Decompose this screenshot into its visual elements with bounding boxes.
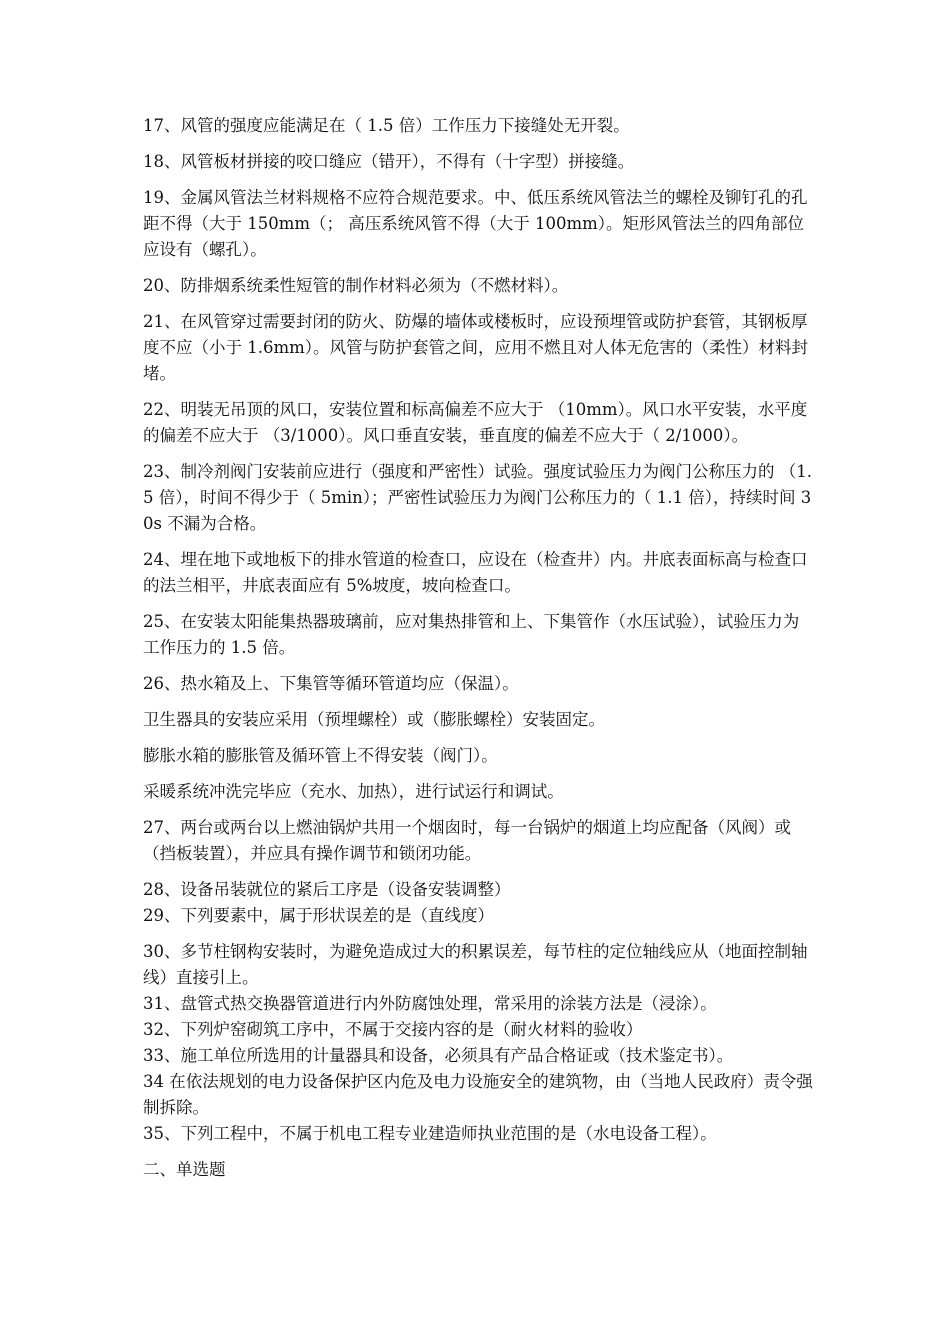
paragraph-20: 20、防排烟系统柔性短管的制作材料必须为（不燃材料）。 <box>143 276 569 295</box>
paragraph-27: 27、两台或两台以上燃油锅炉共用一个烟囱时，每一台锅炉的烟道上均应配备（风阀）或（挡板装置），并应具有操作调节和锁闭功能。 <box>143 818 791 863</box>
paragraph-28: 28、设备吊装就位的紧后工序是（设备安装调整） <box>143 880 511 899</box>
paragraph-21: 21、在风管穿过需要封闭的防火、防爆的墙体或楼板时，应设预埋管或防护套管，其钢板厚度不应（小于 1.6mm）。风管与防护套管之间，应用不燃且对人体无危害的（柔性）材料封堵。 <box>143 312 809 383</box>
paragraph-22: 22、明装无吊顶的风口，安装位置和标高偏差不应大于 （10mm）。风口水平安装，水平度的偏差不应大于 （3/1000）。风口垂直安装，垂直度的偏差不应大于（ 2/1000）。 <box>143 400 808 445</box>
paragraph-34: 34 在依法规划的电力设备保护区内危及电力设施安全的建筑物，由（当地人民政府）责令强制拆除。 <box>143 1072 813 1117</box>
paragraph-30: 30、多节柱钢构安装时，为避免造成过大的积累误差，每节柱的定位轴线应从（地面控制轴线）直接引上。 <box>143 942 808 987</box>
paragraph-32: 32、下列炉窑砌筑工序中，不属于交接内容的是（耐火材料的验收） <box>143 1020 643 1039</box>
paragraph-18: 18、风管板材拼接的咬口缝应（错开），不得有（十字型）拼接缝。 <box>143 152 635 171</box>
paragraph-25: 25、在安装太阳能集热器玻璃前，应对集热排管和上、下集管作（水压试验），试验压力为工作压力的 1.5 倍。 <box>143 612 800 657</box>
document-page <box>143 113 813 1183</box>
paragraph-sanitary: 卫生器具的安装应采用（预埋螺栓）或（膨胀螺栓）安装固定。 <box>143 710 605 729</box>
paragraph-31: 31、盘管式热交换器管道进行内外防腐蚀处理，常采用的涂装方法是（浸涂）。 <box>143 994 717 1013</box>
paragraph-24: 24、埋在地下或地板下的排水管道的检查口，应设在（检查井）内。井底表面标高与检查口的法兰相平，井底表面应有 5%坡度，坡向检查口。 <box>143 550 808 595</box>
section-heading-single-choice: 二、单选题 <box>143 1160 226 1179</box>
paragraph-26: 26、热水箱及上、下集管等循环管道均应（保温）。 <box>143 674 519 693</box>
paragraph-expansion-tank: 膨胀水箱的膨胀管及循环管上不得安装（阀门）。 <box>143 746 498 765</box>
paragraph-35: 35、下列工程中，不属于机电工程专业建造师执业范围的是（水电设备工程）。 <box>143 1124 717 1143</box>
paragraph-23: 23、制冷剂阀门安装前应进行（强度和严密性）试验。强度试验压力为阀门公称压力的 （1.5 倍），时间不得少于（ 5min）；严密性试验压力为阀门公称压力的（ 1.1 倍），持续时间 30s 不漏为合格。 <box>143 462 812 533</box>
paragraph-19: 19、金属风管法兰材料规格不应符合规范要求。中、低压系统风管法兰的螺栓及铆钉孔的孔距不得（大于 150mm（； 高压系统风管不得（大于 100mm）。矩形风管法兰的四角部位应设有（螺孔）。 <box>143 188 808 259</box>
paragraph-heating-flush: 采暖系统冲洗完毕应（充水、加热），进行试运行和调试。 <box>143 782 564 801</box>
paragraph-29: 29、下列要素中，属于形状误差的是（直线度） <box>143 906 494 925</box>
paragraph-17: 17、风管的强度应能满足在（ 1.5 倍）工作压力下接缝处无开裂。 <box>143 116 630 135</box>
paragraph-33: 33、施工单位所选用的计量器具和设备，必须具有产品合格证或（技术鉴定书）。 <box>143 1046 734 1065</box>
